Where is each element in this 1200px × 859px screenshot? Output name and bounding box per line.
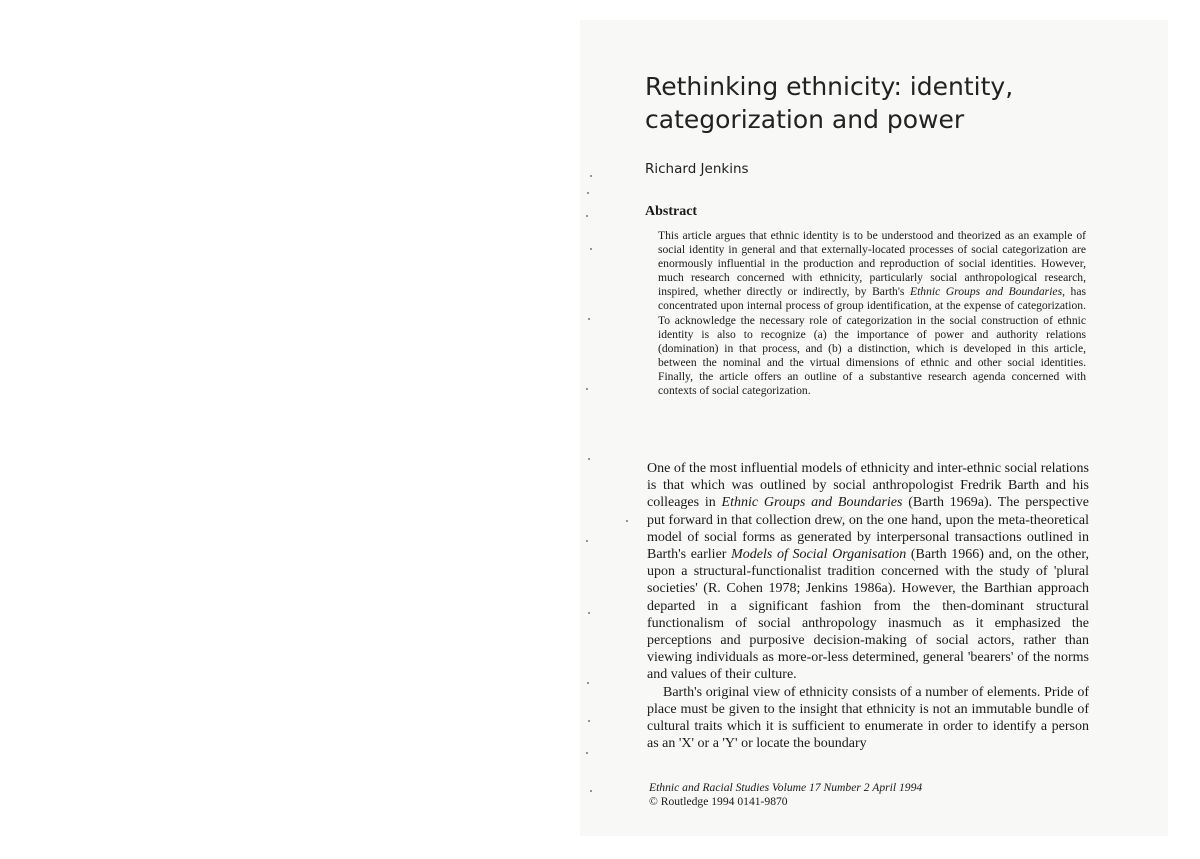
- abstract-segment: This article argues that ethnic identity is to be understood and theorized as an example of social identity in general and that externally-located processes of social categorization are enormously influential in the production and reproduction of social identities. However, much research concerned with ethnicity, particularly social anthropological research, inspired, whether directly or indirectly, by Barth's: [658, 229, 1086, 299]
- paragraph-segment: (Barth 1966) and, on the other, upon a structural-functionalist tradition concerned with the study of 'plural societies' (R. Cohen 1978; Jenkins 1986a). However, the Barthian approach departed in a significant fashion from the then-dominant structural functionalism of social anthropology inasmuch as it emphasized the perceptions and purposive decision-making of social actors, rather than viewing individuals as more-or-less determined, general 'bearers' of the norms and values of their culture.: [647, 547, 1089, 683]
- paragraph-segment: One of the most influential models of ethnicity and inter-ethnic social relations is that which was outlined by social anthropologist Fredrik Barth and his colleages in: [647, 461, 1089, 511]
- paragraph: Barth's original view of ethnicity consists of a number of elements. Pride of place must be given to the insight that ethnicity is not an immutable bundle of cultural traits which it is sufficient to enumerate in order to identify a person as an 'X' or a 'Y' or locate the boundary: [647, 684, 1089, 752]
- margin-mark: [588, 458, 590, 460]
- paragraph-segment: (Barth 1969a). The perspective put forward in that collection drew, on the one hand, upon the meta-theoretical model of social forms as generated by interpersonal transactions outlined in Barth's earlier: [647, 495, 1090, 563]
- margin-mark: [590, 248, 592, 250]
- margin-mark: [587, 682, 589, 684]
- page-footer: [649, 781, 922, 809]
- margin-mark: [586, 752, 588, 754]
- abstract-heading: Abstract: [645, 204, 698, 219]
- body-text: [647, 460, 1089, 752]
- margin-mark: [588, 318, 590, 320]
- margin-mark: [586, 388, 588, 390]
- book-title: Models of Social Organisation: [731, 547, 907, 563]
- margin-mark: [590, 175, 592, 177]
- article-title: Rethinking ethnicity: identity, categorization and power: [645, 72, 1014, 134]
- margin-mark: [587, 192, 589, 194]
- copyright-line: © Routledge 1994 0141-9870: [649, 795, 788, 808]
- margin-mark: [626, 520, 628, 522]
- margin-mark: [586, 215, 588, 217]
- book-title: Ethnic Groups and Boundaries: [909, 285, 1063, 299]
- journal-citation: Ethnic and Racial Studies Volume 17 Number 2 April 1994: [649, 781, 923, 794]
- margin-mark: [590, 790, 592, 792]
- abstract-text: [658, 229, 1086, 398]
- margin-mark: [586, 540, 588, 542]
- margin-mark: [588, 720, 590, 722]
- abstract-segment: , has concentrated upon internal process of group identification, at the expense of categorization. To acknowledge the necessary role of categorization in the social construction of ethnic identity is also to recognize (a) the importance of power and authority relations (domination) in that process, and (b) a distinction, which is developed in this article, between the nominal and the virtual dimensions of ethnic and other social identities. Finally, the article offers an outline of a substantive research agenda concerned with contexts of social categorization.: [658, 285, 1086, 398]
- book-title: Ethnic Groups and Boundaries: [721, 495, 903, 511]
- author-name: Richard Jenkins: [645, 161, 749, 177]
- margin-mark: [588, 612, 590, 614]
- paragraph: [647, 460, 1089, 684]
